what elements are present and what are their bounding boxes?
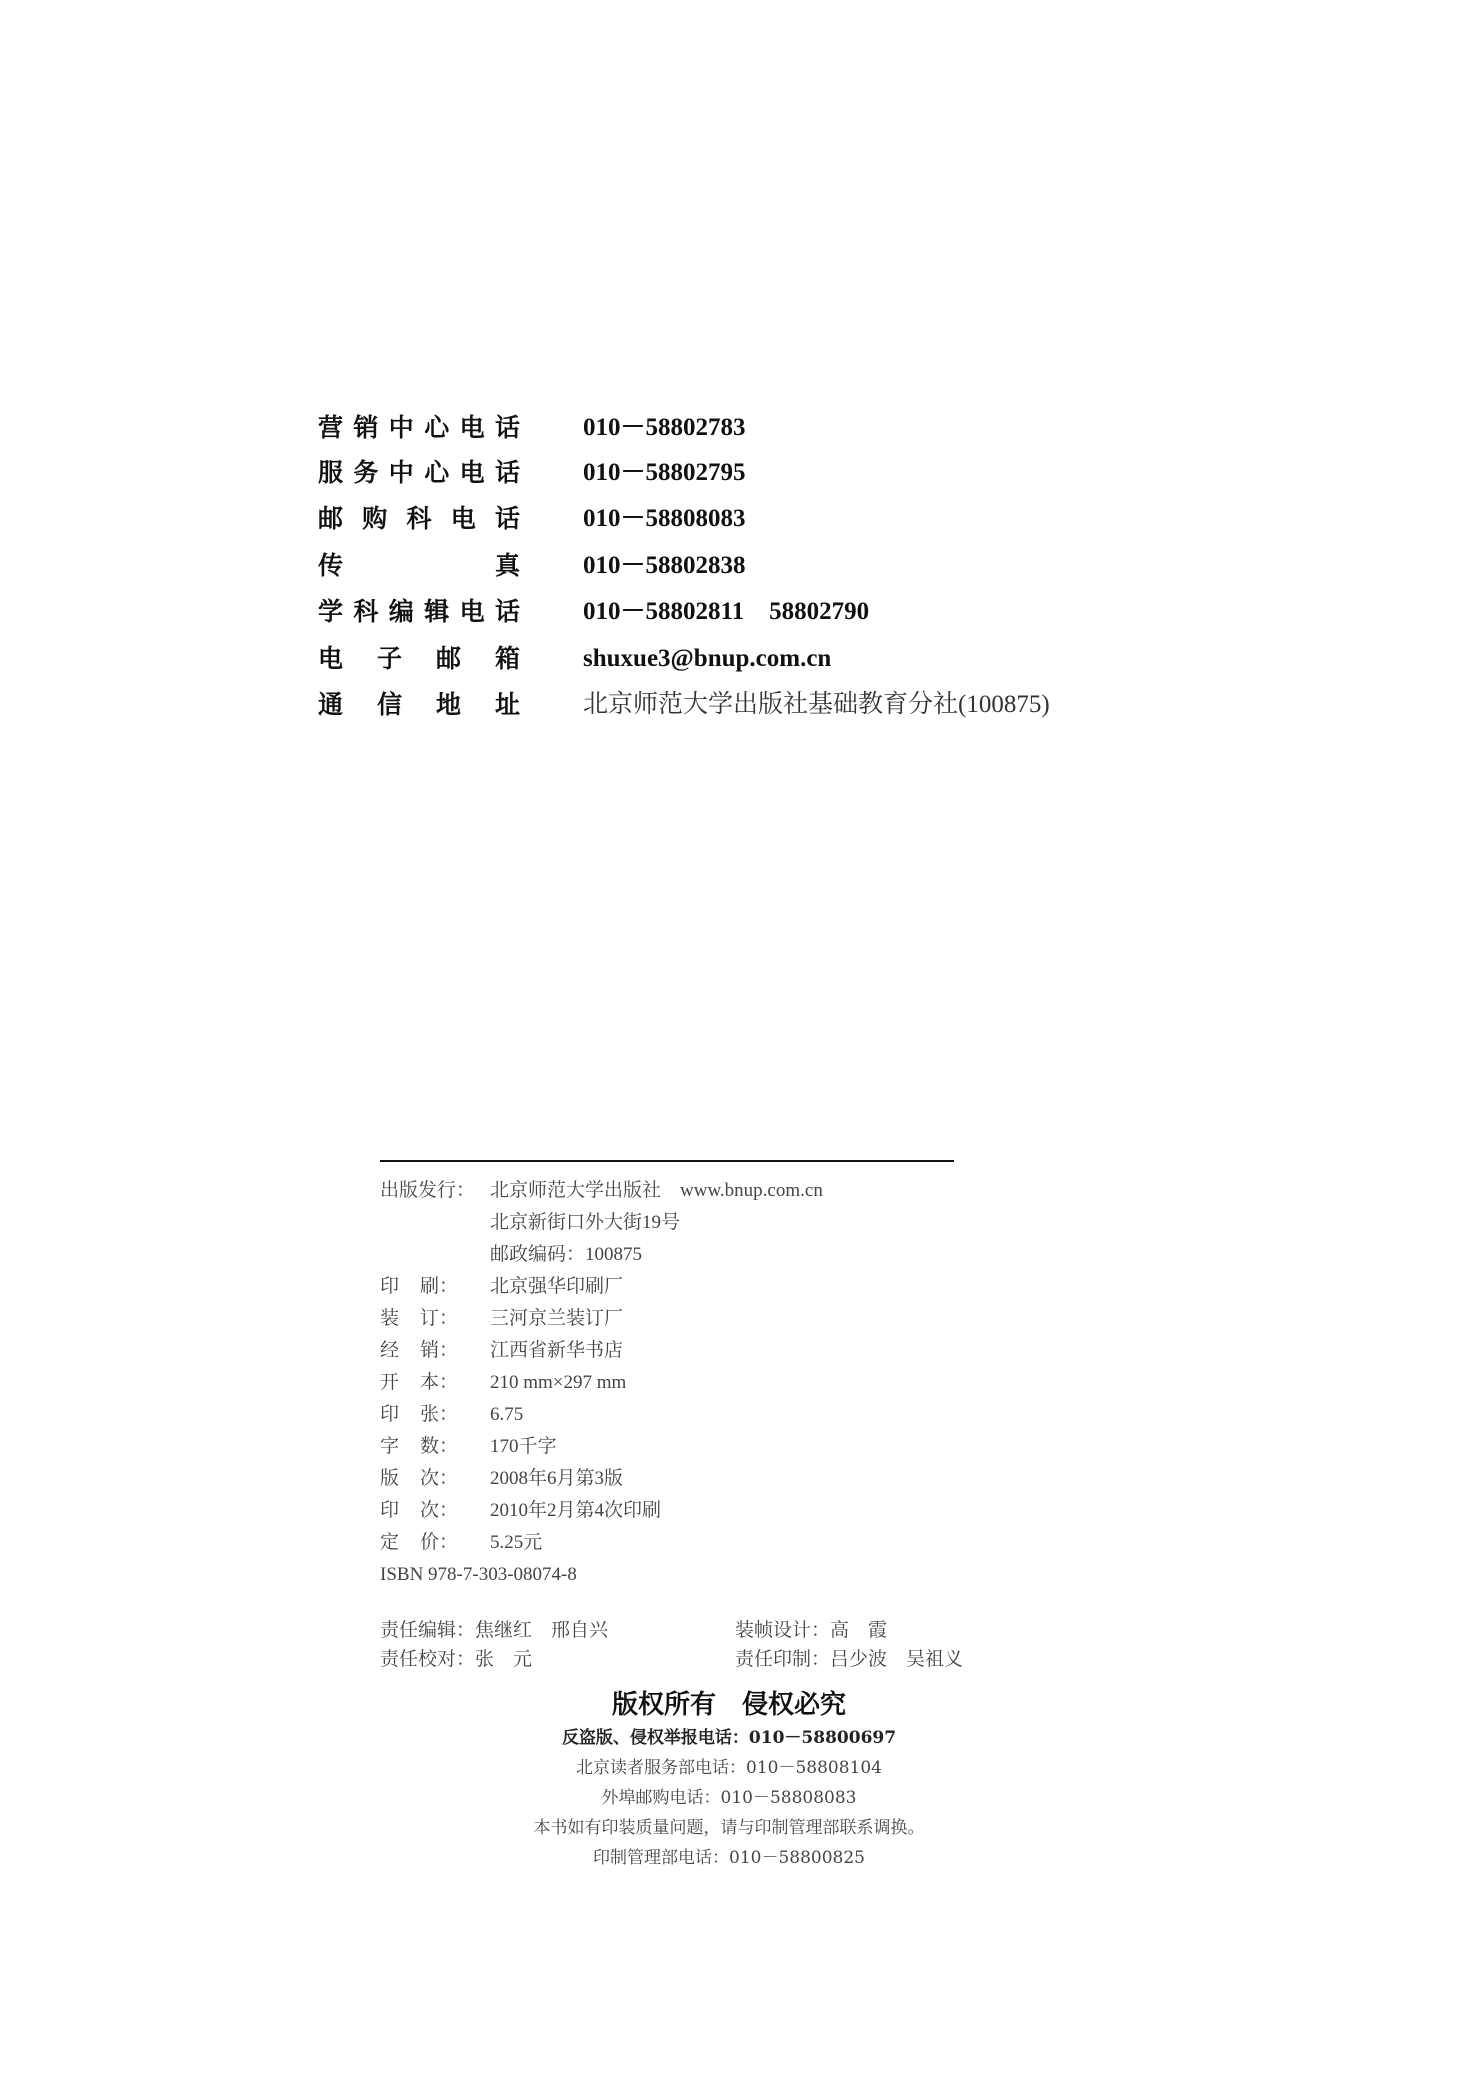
colophon-value: 6.75 [490, 1404, 524, 1425]
publisher: 北京师范大学出版社 www.bnup.com.cn [490, 1180, 823, 1201]
contact-value: 010－58802795 [583, 459, 746, 486]
copyright-line: 印制管理部电话：010－58800825 [593, 1848, 865, 1868]
colophon-value: 170千字 [490, 1436, 557, 1457]
contact-label: 邮购科电话 [318, 504, 520, 533]
contact-address: 北京师范大学出版社基础教育分社(100875) [583, 691, 1050, 718]
printing-credit: 责任印制：吕少波 吴祖义 [735, 1649, 964, 1670]
proofreader-credit: 责任校对：张 元 [380, 1649, 533, 1670]
contact-label: 传真 [318, 551, 520, 580]
colophon-key: 印 刷： [380, 1276, 458, 1297]
contact-value: 010－58802811 58802790 [583, 598, 870, 625]
contact-label: 服务中心电话 [318, 458, 520, 487]
isbn: ISBN 978-7-303-08074-8 [380, 1564, 577, 1585]
colophon-value: 5.25元 [490, 1532, 543, 1553]
publisher-address: 北京新街口外大街19号 [490, 1212, 681, 1233]
designer-credit: 装帧设计：高 霞 [735, 1620, 888, 1641]
contact-label: 学科编辑电话 [318, 597, 520, 626]
colophon-value: 2010年2月第4次印刷 [490, 1500, 662, 1521]
colophon-value: 210 mm×297 mm [490, 1372, 627, 1393]
contact-value: 010－58808083 [583, 505, 746, 532]
contact-label: 通信地址 [318, 690, 520, 719]
contact-label: 营销中心电话 [318, 413, 520, 442]
colophon-key: 开 本： [380, 1372, 458, 1393]
copyright-line: 反盗版、侵权举报电话：010－58800697 [561, 1728, 897, 1748]
colophon-value: 三河京兰装订厂 [490, 1308, 624, 1329]
colophon-key: 定 价： [380, 1532, 458, 1553]
contact-email: shuxue3@bnup.com.cn [583, 645, 832, 672]
contact-value: 010－58802838 [583, 552, 746, 579]
postcode: 邮政编码：100875 [490, 1244, 643, 1265]
publisher-label: 出版发行： [380, 1180, 476, 1201]
copyright-line: 外埠邮购电话：010－58808083 [601, 1788, 857, 1808]
colophon-key: 字 数： [380, 1436, 458, 1457]
contact-label: 电子邮箱 [318, 644, 520, 673]
colophon-key: 经 销： [380, 1340, 458, 1361]
colophon-value: 北京强华印刷厂 [490, 1276, 624, 1297]
colophon-key: 印 张： [380, 1404, 458, 1425]
copyright-line: 本书如有印装质量问题，请与印制管理部联系调换。 [533, 1818, 925, 1838]
copyright-title: 版权所有 侵权必究 [611, 1690, 846, 1720]
colophon-key: 版 次： [380, 1468, 458, 1489]
copyright-line: 北京读者服务部电话：010－58808104 [576, 1758, 882, 1778]
editor-credit: 责任编辑：焦继红 邢自兴 [380, 1620, 609, 1641]
colophon-value: 2008年6月第3版 [490, 1468, 624, 1489]
contact-value: 010－58802783 [583, 414, 746, 441]
divider [380, 1160, 954, 1162]
colophon-key: 装 订： [380, 1308, 458, 1329]
colophon-value: 江西省新华书店 [490, 1340, 624, 1361]
colophon-key: 印 次： [380, 1500, 458, 1521]
